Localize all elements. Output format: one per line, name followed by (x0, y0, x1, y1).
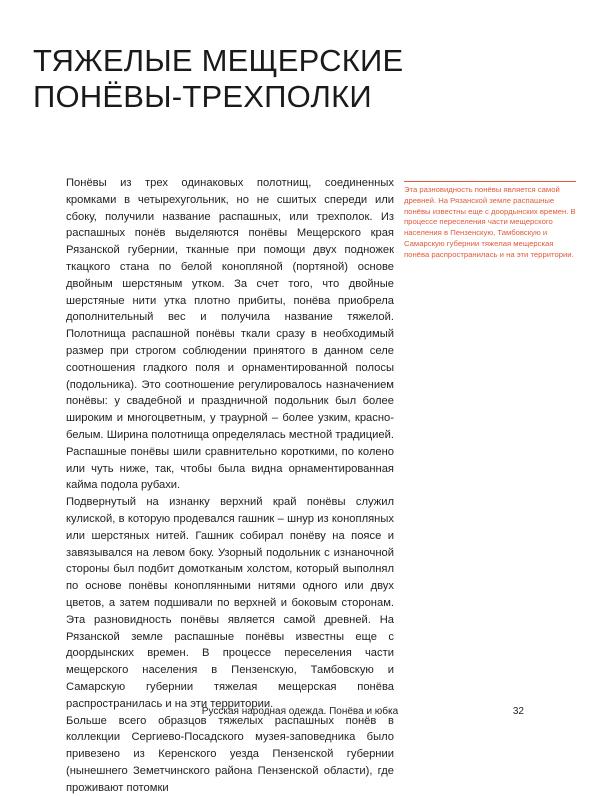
title-line-1: ТЯЖЕЛЫЕ МЕЩЕРСКИЕ (33, 43, 453, 79)
side-note: Эта разновидность понёвы является самой древней. На Рязанской земле распашные понёвы известны еще с доордынских времен. В процессе переселения части мещерского населения в Пензенскую, Тамбовскую и Самарскую губернии тяжелая мещерская понёва распространилась и на эти территории. (404, 181, 576, 261)
paragraph-1: Понёвы из трех одинаковых полотнищ, соединенных кромками в четырехугольник, но не сшитых спереди или сбоку, получили название распашных, или трехполок. Из распашных понёв выделяются понёвы Мещерского края Рязанской губернии, тканные при помощи двух подножек ткацкого стана по белой конопляной (портяной) основе двойным шерстяным утком. За счет того, что двойные шерстяные нити утка плотно прибиты, понёва приобрела дополнительный вес и получила название тяжелой. Полотнища распашной понёвы ткали сразу в необходимый размер при строгом соблюдении принятого в данном селе соотношения гладкого поля и орнаментированной полосы (подольника). Это соотношение регулировалось назначением понёвы: у свадебной и праздничной подольник был более широким и многоцветным, у траурной – более узким, красно-белым. Ширина полотнища определялась местной традицией. Распашные понёвы шили сравнительно короткими, по колено или чуть ниже, так, чтобы была видна орнаментированная кайма подола рубахи. (66, 175, 394, 494)
paragraph-3: Больше всего образцов тяжелых распашных понёв в коллекции Сергиево-Посадского музея-заповедника было привезено из Керенского уезда Пензенской губернии (нынешнего Земетчинского района Пензенской области), где проживают потомки (66, 713, 394, 796)
page-title (33, 43, 453, 115)
title-line-2: ПОНЁВЫ-ТРЕХПОЛКИ (33, 79, 453, 115)
main-text (66, 175, 394, 796)
paragraph-2: Подвернутый на изнанку верхний край понёвы служил кулиской, в которую продевался гашник – шнур из конопляных или шерстяных нитей. Гашник собирал понёву на поясе и завязывался на левом боку. Узорный подольник с изнаночной стороны был подбит домотканым холстом, который выполнял по основе понёвы коноплянными нитями одного или двух цветов, а затем подшивали по верхней и боковым сторонам. Эта разновидность понёвы является самой древней. На Рязанской земле распашные понёвы известны еще с доордынских времен. В процессе переселения части мещерского населения в Пензенскую, Тамбовскую и Самарскую губернии тяжелая мещерская понёва распространилась и на эти территории. (66, 494, 394, 712)
footer-book-title: Русская народная одежда. Понёва и юбка (0, 706, 600, 717)
page-number: 32 (513, 706, 524, 717)
